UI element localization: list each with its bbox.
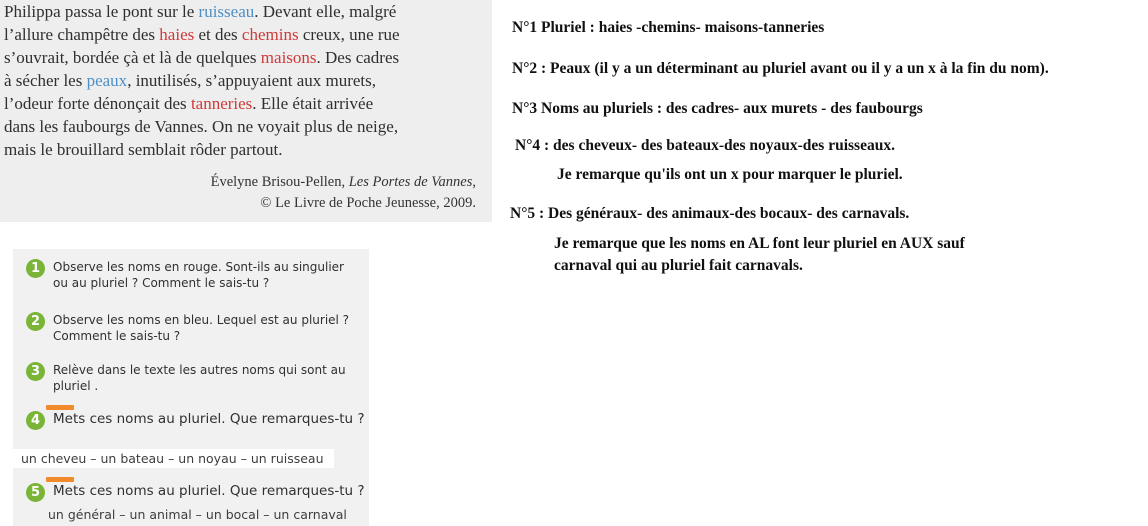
excerpt-text: creux, une rue bbox=[298, 25, 400, 44]
exercise-4 bbox=[26, 411, 366, 427]
exercise-number-badge: 3 bbox=[26, 362, 45, 381]
excerpt-text: . Devant elle, malgré bbox=[254, 2, 397, 21]
citation-author: Évelyne Brisou-Pellen, bbox=[210, 174, 349, 190]
excerpt-line bbox=[4, 25, 400, 45]
citation-author-line bbox=[211, 174, 476, 191]
answer-4: N°4 : des cheveux- des bateaux-des noyaux-des ruisseaux. bbox=[515, 137, 895, 154]
exercise-number-badge: 2 bbox=[26, 312, 45, 331]
exercise-number-badge: 5 bbox=[26, 483, 45, 502]
red-word: chemins bbox=[241, 25, 299, 44]
exercise-2 bbox=[26, 312, 356, 344]
exercise-5 bbox=[26, 483, 366, 499]
exercise-5-text: Mets ces noms au pluriel. Que remarques-tu ? bbox=[53, 483, 365, 499]
answer-5: N°5 : Des généraux- des animaux-des bocaux- des carnavals. bbox=[510, 205, 910, 222]
answer-3: N°3 Noms au pluriels : des cadres- aux murets - des faubourgs bbox=[512, 100, 923, 117]
excerpt-text: Philippa passa le pont sur le bbox=[4, 2, 199, 21]
excerpt-text: l’allure champêtre des bbox=[4, 25, 160, 44]
excerpt-text: , inutilisés, s’appuyaient aux murets, bbox=[127, 71, 377, 90]
blue-word: peaux bbox=[86, 71, 128, 90]
tag-marker bbox=[46, 477, 74, 482]
exercise-number-badge: 4 bbox=[26, 411, 45, 430]
excerpt-text: et des bbox=[194, 25, 242, 44]
red-word: tanneries bbox=[190, 94, 253, 113]
excerpt-text: s’ouvrait, bordée çà et là de quelques bbox=[4, 48, 261, 67]
excerpt-text: à sécher les bbox=[4, 71, 87, 90]
exercise-4-words: un cheveu – un bateau – un noyau – un ruisseau bbox=[13, 449, 334, 468]
answer-5-remark: Je remarque que les noms en AL font leur pluriel en AUX sauf bbox=[554, 235, 965, 252]
blue-word: ruisseau bbox=[198, 2, 255, 21]
excerpt-line bbox=[4, 140, 283, 160]
red-word: maisons bbox=[260, 48, 317, 67]
exercise-number-badge: 1 bbox=[26, 259, 45, 278]
excerpt-text: l’odeur forte dénonçait des bbox=[4, 94, 191, 113]
excerpt-line bbox=[4, 2, 396, 22]
answer-1: N°1 Pluriel : haies -chemins- maisons-tanneries bbox=[512, 19, 825, 36]
excerpt-text: dans les faubourgs de Vannes. On ne voyait plus de neige, bbox=[4, 117, 399, 136]
answer-4-remark: Je remarque qu'ils ont un x pour marquer le pluriel. bbox=[557, 166, 903, 183]
citation-title: Les Portes de Vannes bbox=[348, 174, 473, 190]
exercise-3-text: Relève dans le texte les autres noms qui sont au pluriel . bbox=[53, 363, 346, 393]
exercise-1-text: Observe les noms en rouge. Sont-ils au singulier ou au pluriel ? Comment le sais-tu ? bbox=[53, 260, 344, 290]
exercise-1 bbox=[26, 259, 356, 291]
exercise-2-text: Observe les noms en bleu. Lequel est au pluriel ? Comment le sais-tu ? bbox=[53, 313, 350, 343]
text-excerpt bbox=[0, 0, 492, 222]
exercise-3 bbox=[26, 362, 356, 394]
exercise-5-words: un général – un animal – un bocal – un carnaval bbox=[48, 507, 347, 522]
answer-5-remark-cont: carnaval qui au pluriel fait carnavals. bbox=[554, 257, 803, 274]
excerpt-text: . Elle était arrivée bbox=[252, 94, 374, 113]
excerpt-text: . Des cadres bbox=[316, 48, 400, 67]
tag-marker bbox=[46, 405, 74, 410]
excerpt-line bbox=[4, 48, 399, 68]
answer-2: N°2 : Peaux (il y a un déterminant au pluriel avant ou il y a un x à la fin du nom). bbox=[512, 60, 1049, 77]
red-word: haies bbox=[159, 25, 195, 44]
exercise-4-text: Mets ces noms au pluriel. Que remarques-tu ? bbox=[53, 411, 365, 427]
citation-comma: , bbox=[472, 174, 476, 190]
excerpt-line bbox=[4, 117, 398, 137]
excerpt-line bbox=[4, 94, 373, 114]
exercise-panel bbox=[13, 249, 369, 526]
excerpt-text: mais le brouillard semblait rôder partout. bbox=[4, 140, 283, 159]
excerpt-line bbox=[4, 71, 376, 91]
citation-publisher: © Le Livre de Poche Jeunesse, 2009. bbox=[260, 195, 476, 211]
